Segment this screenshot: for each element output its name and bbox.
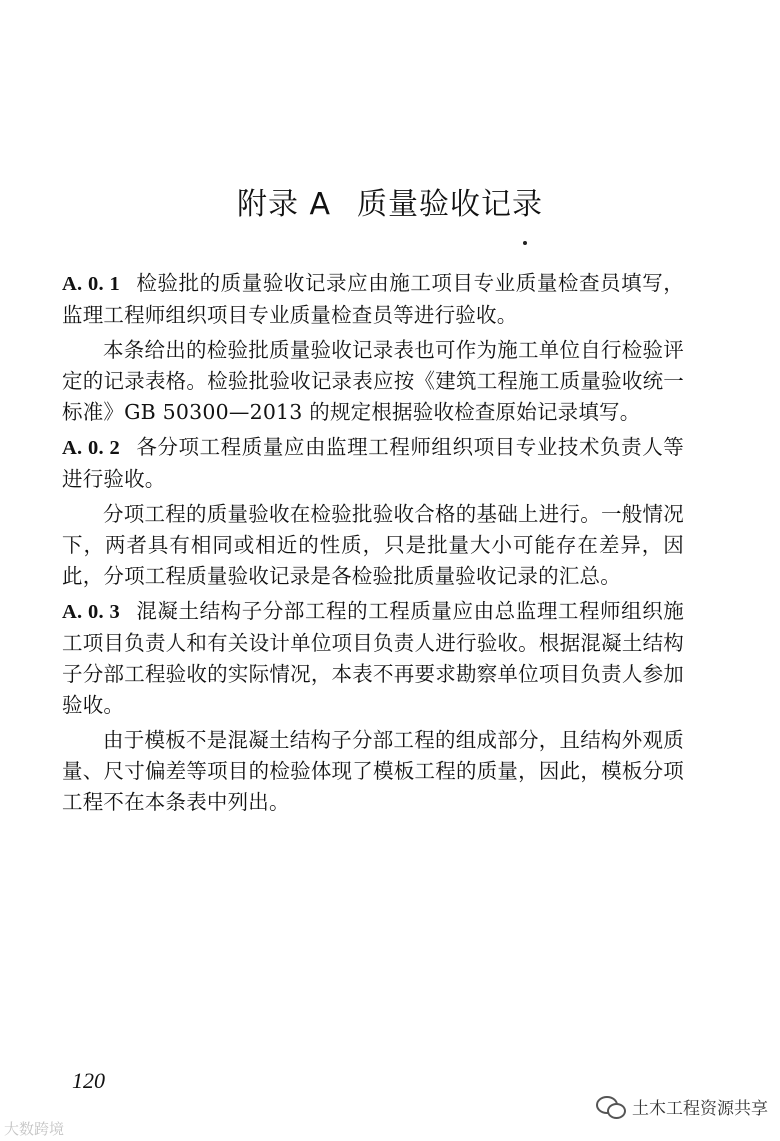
clause-text: 各分项工程质量应由监理工程师组织项目专业技术负责人等进行验收。	[62, 435, 684, 491]
clause-text: 混凝土结构子分部工程的工程质量应由总监理工程师组织施工项目负责人和有关设计单位项目负责人进行验收。根据混凝土结构子分部工程验收的实际情况，本表不再要求勘察单位项目负责人参加验收。	[62, 599, 684, 717]
body-text	[62, 268, 684, 822]
clause-text: 检验批的质量验收记录应由施工项目专业质量检查员填写，监理工程师组织项目专业质量检查员等进行验收。	[62, 271, 684, 327]
clause-a-0-2	[62, 432, 684, 495]
clause-a-0-3	[62, 596, 684, 721]
commentary-text: 分项工程的质量验收在检验批验收合格的基础上进行。一般情况下，两者具有相同或相近的性质，只是批量大小可能存在差异，因此，分项工程质量验收记录是各检验批质量验收记录的汇总。	[62, 502, 684, 588]
clause-a-0-1	[62, 268, 684, 331]
watermark-right	[596, 1094, 768, 1119]
clause-number: A. 0. 2	[62, 437, 120, 459]
commentary-a-0-3	[62, 725, 684, 818]
page-number: 120	[72, 1068, 105, 1093]
clause-number: A. 0. 1	[62, 273, 120, 295]
clause-number: A. 0. 3	[62, 601, 120, 623]
appendix-heading: 质量验收记录	[357, 187, 544, 222]
page-title	[0, 183, 780, 227]
commentary-text: 本条给出的检验批质量验收记录表也可作为施工单位自行检验评定的记录表格。检验批验收记录表应按《建筑工程施工质量验收统一标准》GB 50300—2013 的规定根据验收检查原始记录填写。	[62, 338, 684, 424]
stray-dot	[523, 241, 527, 245]
commentary-a-0-2	[62, 499, 684, 592]
watermark-right-text: 土木工程资源共享	[632, 1099, 768, 1119]
commentary-text: 由于模板不是混凝土结构子分部工程的组成部分，且结构外观质量、尺寸偏差等项目的检验体现了模板工程的质量，因此，模板分项工程不在本条表中列出。	[62, 728, 684, 814]
wechat-icon	[596, 1096, 626, 1118]
appendix-label: 附录 A	[236, 187, 332, 222]
commentary-a-0-1	[62, 335, 684, 428]
watermark-left: 大数跨境	[4, 1120, 65, 1138]
